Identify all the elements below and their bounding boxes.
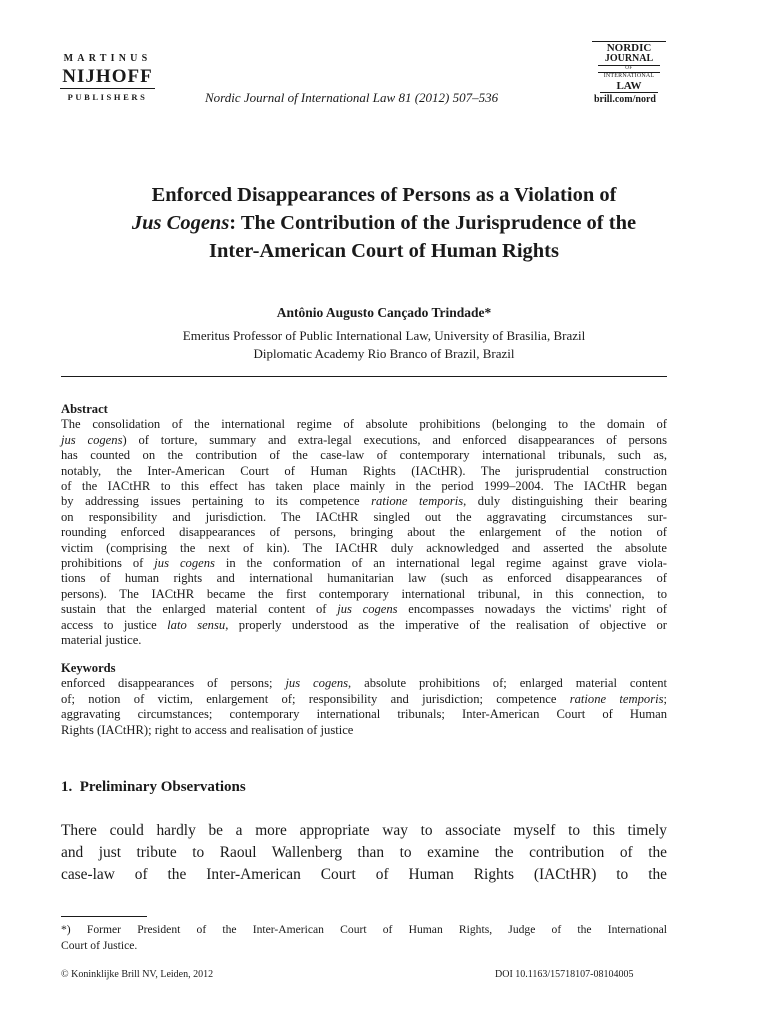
journal-url: brill.com/nord	[594, 94, 656, 105]
abstract-line	[61, 587, 667, 602]
title-italic-term: Jus Cogens	[131, 212, 230, 234]
keywords-line	[61, 723, 667, 738]
journal-logo	[592, 41, 666, 93]
keywords-body	[61, 676, 667, 738]
title-divider	[61, 376, 667, 377]
abstract-text: access to justice	[61, 617, 168, 632]
abstract-line	[61, 633, 667, 648]
publisher-logo	[60, 53, 155, 102]
footnote-line	[61, 922, 667, 938]
abstract-line	[61, 479, 667, 494]
abstract-line	[61, 494, 667, 509]
keywords-line	[61, 676, 667, 691]
title-line-3: Inter-American Court of Human Rights	[209, 240, 559, 262]
journal-citation: Nordic Journal of International Law 81 (2012) 507–536	[205, 90, 499, 105]
journal-logo-line3: OF	[598, 65, 660, 73]
abstract-text: notably, the Inter-American Court of Human Rights (IACtHR). The jurisprudential construction	[61, 463, 667, 478]
abstract-text: encompasses nowadays the victims' right of	[397, 602, 668, 617]
abstract-text: victim (comprising the next of kin). The IACtHR duly acknowledged and asserted the absolute	[61, 540, 667, 555]
abstract-text: , duly distinguishing their bearing	[463, 494, 667, 509]
abstract-text: on responsibility and jurisdiction. The IACtHR singled out the aggravating circumstances sur-	[61, 509, 667, 524]
section-title: Preliminary Observations	[79, 779, 246, 795]
abstract-text: rounding enforced disappearances of persons, bringing about the enlargement of the notion of	[61, 525, 667, 540]
keywords-line	[61, 707, 667, 722]
keywords-text: enforced disappearances of persons;	[61, 676, 286, 691]
abstract-text: by addressing issues pertaining to its competence	[61, 494, 372, 509]
footnote	[61, 922, 667, 954]
section-number: 1.	[61, 779, 73, 795]
footnote-divider	[61, 916, 147, 917]
abstract-line	[61, 525, 667, 540]
keywords-italic-term: jus cogens	[285, 676, 349, 691]
affiliation-2: Diplomatic Academy Rio Branco of Brazil, Brazil	[253, 346, 515, 361]
keywords-text: of; notion of victim, enlargement of; responsibility and jurisdiction; competence	[61, 691, 570, 706]
body-line: and just tribute to Raoul Wallenberg than to examine the contribution of the	[61, 844, 667, 861]
body-line: case-law of the Inter-American Court of Human Rights (IACtHR) to the	[61, 866, 667, 883]
abstract-text: has counted on the contribution of the case-law of contemporary international tribunals, such as,	[61, 448, 667, 463]
abstract-text: of the IACtHR to this effect has taken place mainly in the period 1999–2004. The IACtHR began	[61, 479, 667, 494]
copyright-notice: © Koninklijke Brill NV, Leiden, 2012	[61, 969, 214, 980]
abstract-text: tions of human rights and international humanitarian law (such as enforced disappearances of	[61, 571, 667, 586]
keywords-text: ;	[663, 691, 667, 706]
footnote-marker: *)	[61, 923, 71, 936]
abstract-italic-term: jus cogens	[61, 432, 123, 447]
abstract-text: ) of torture, summary and extra-legal executions, and enforced disappearances of persons	[122, 432, 667, 447]
abstract-line	[61, 433, 667, 448]
abstract-line	[61, 541, 667, 556]
abstract-italic-term: lato sensu	[167, 617, 226, 632]
journal-logo-line2: JOURNAL	[604, 53, 654, 64]
abstract-italic-term: jus cogens	[154, 556, 215, 571]
keywords-text: aggravating circumstances; contemporary international tribunals; Inter-American Court of Human	[61, 707, 667, 722]
keywords	[61, 661, 667, 738]
journal-logo-line5: LAW	[600, 80, 658, 93]
publisher-logo-top: MARTINUS	[63, 53, 152, 64]
section-heading	[61, 779, 246, 796]
keywords-line	[61, 692, 667, 707]
body-line: There could hardly be a more appropriate way to associate myself to this timely	[61, 822, 667, 839]
abstract-body	[61, 417, 667, 648]
journal-logo-line4: INTERNATIONAL	[603, 73, 655, 79]
title-line-2-rest: : The Contribution of the Jurisprudence of the	[229, 212, 637, 234]
abstract-text: , properly understood as the imperative of the realisation of objective or	[225, 617, 667, 632]
publisher-logo-bottom: PUBLISHERS	[67, 92, 148, 102]
abstract-text: sustain that the enlarged material content of	[61, 602, 338, 617]
footnote-text-1: Former President of the Inter-American Court of Human Rights, Judge of the International	[86, 923, 667, 936]
footnote-line: Court of Justice.	[61, 939, 138, 952]
abstract-line	[61, 464, 667, 479]
keywords-text: Rights (IACtHR); right to access and realisation of justice	[61, 722, 354, 737]
author-name: Antônio Augusto Cançado Trindade*	[276, 305, 492, 320]
author-affiliations	[60, 327, 708, 363]
abstract-text: in the conformation of an international legal regime against grave viola-	[214, 556, 667, 571]
abstract-line	[61, 602, 667, 617]
abstract-italic-term: ratione temporis	[371, 494, 464, 509]
abstract-line	[61, 417, 667, 432]
abstract-text: The consolidation of the international regime of absolute prohibitions (belonging to the domain of	[61, 417, 667, 432]
article-title	[60, 181, 708, 265]
abstract-line	[61, 510, 667, 525]
abstract-line	[61, 618, 667, 633]
abstract-heading: Abstract	[61, 402, 108, 416]
abstract-line	[61, 571, 667, 586]
abstract-line	[61, 448, 667, 463]
journal-logo-line1: NORDIC	[592, 41, 666, 54]
keywords-text: , absolute prohibitions of; enlarged material content	[348, 676, 667, 691]
body-paragraph	[61, 820, 667, 886]
title-line-2	[60, 209, 708, 237]
abstract-text: prohibitions of	[61, 556, 155, 571]
abstract-text: material justice.	[61, 633, 142, 648]
abstract-text: persons). The IACtHR became the first contemporary international tribunal, in this connection, to	[61, 586, 667, 601]
publisher-logo-name: NIJHOFF	[60, 67, 155, 89]
keywords-italic-term: ratione temporis	[569, 691, 664, 706]
abstract-line	[61, 556, 667, 571]
keywords-heading: Keywords	[61, 661, 116, 675]
abstract	[61, 402, 667, 649]
doi: DOI 10.1163/15718107-08104005	[495, 969, 634, 980]
affiliation-1: Emeritus Professor of Public International Law, University of Brasilia, Brazil	[182, 328, 586, 343]
abstract-italic-term: jus cogens	[337, 602, 398, 617]
title-line-1: Enforced Disappearances of Persons as a Violation of	[151, 184, 617, 206]
